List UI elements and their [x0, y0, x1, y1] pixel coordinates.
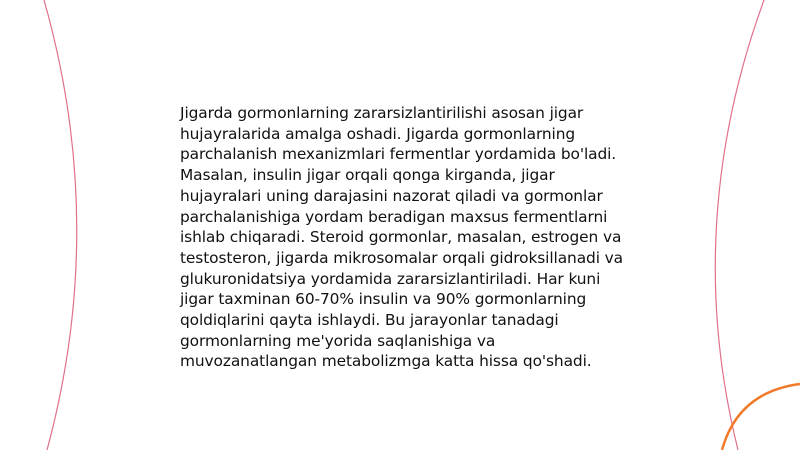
left-arc — [44, 0, 77, 450]
right-arc — [715, 0, 764, 450]
body-paragraph: Jigarda gormonlarning zararsizlantirilishi asosan jigar hujayralarida amalga oshadi. Jigarda gormonlarning parchalanish mexanizmlari fermentlar yordamida bo'ladi. Masalan, insulin jigar orqali qonga kirganda, jigar hujayralari uning darajasini nazorat qiladi va gormonlar parchalanishiga yordam beradigan maxsus fermentlarni ishlab chiqaradi. Steroid gormonlar, masalan, estrogen va testosteron, jigarda mikrosomalar orqali gidroksillanadi va glukuronidatsiya yordamida zararsizlantiriladi. Har kuni jigar taxminan 60-70% insulin va 90% gormonlarning qoldiqlarini qayta ishlaydi. Bu jarayonlar tanadagi gormonlarning me'yorida saqlanishiga va muvozanatlangan metabolizmga katta hissa qo'shadi. — [180, 104, 624, 371]
orange-accent-arc — [722, 384, 800, 450]
